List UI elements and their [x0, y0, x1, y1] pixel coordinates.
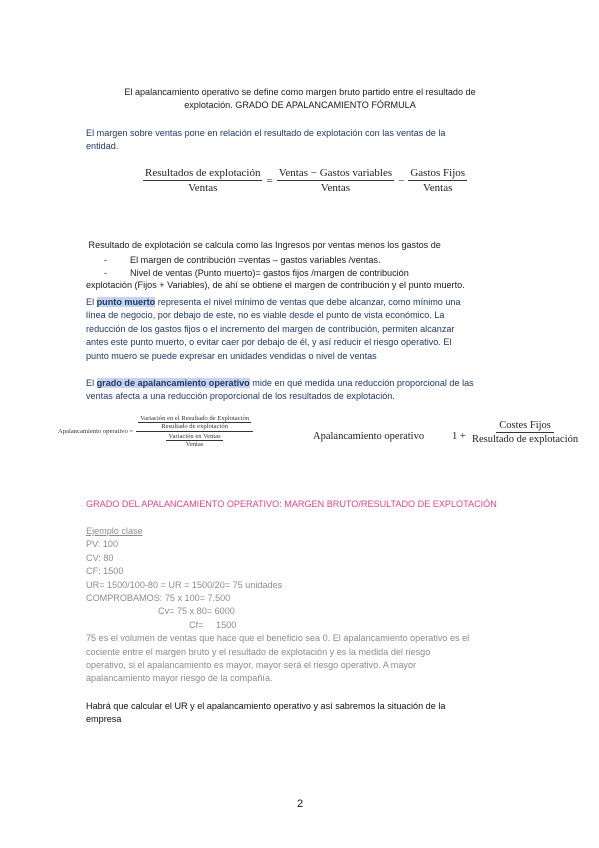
- formula1-term2-numerator: Ventas − Gastos variables: [278, 167, 393, 179]
- example-block: [86, 525, 526, 686]
- leverage-fixed-costs-denominator: Resultado de explotación: [472, 434, 579, 445]
- example-line-cf: CF: 1500: [86, 566, 124, 577]
- punto-muerto-pre: El: [86, 297, 97, 307]
- formula2-top-denominator: Resultado de explotación: [161, 423, 228, 430]
- grado-paragraph: [86, 377, 526, 404]
- punto-muerto-paragraph: [86, 296, 526, 363]
- formula1-term1: [143, 167, 262, 194]
- example-explain-line-4: apalancamiento mayor riesgo de la compañía.: [86, 673, 273, 684]
- formula1-minus: −: [398, 174, 405, 187]
- example-line-cv-check: Cv= 75 x 80= 6000: [158, 606, 235, 617]
- result-def-line-2: explotación (Fijos + Variables), de ahí se obtiene el margen de contribución y el punto muerto.: [86, 280, 465, 291]
- closing-line-2: empresa: [86, 714, 122, 725]
- leverage-fixed-costs-fraction: [469, 420, 581, 445]
- formula1-term3: [408, 167, 467, 194]
- margin-def-line-2: entidad.: [86, 141, 119, 152]
- formula2-bottom-denominator: Ventas: [185, 441, 204, 448]
- formula1-term1-numerator: Resultados de explotación: [145, 167, 261, 179]
- punto-muerto-line-3: reducción de los gastos fijos o el incremento del margen de contribución, permiten alcanzar: [86, 323, 455, 334]
- section-heading: GRADO DEL APALANCAMIENTO OPERATIVO: MARGEN BRUTO/RESULTADO DE EXPLOTACIÓN: [86, 499, 497, 509]
- intro-line-2: explotación. GRADO DE APALANCAMIENTO FÓRMULA: [184, 100, 416, 111]
- formula2-label: Apalancamiento operativo =: [58, 428, 134, 435]
- intro-line-1: El apalancamiento operativo se define como margen bruto partido entre el resultado de: [124, 87, 476, 97]
- margin-definition: [86, 127, 526, 154]
- example-line-comprobamos: COMPROBAMOS: 75 x 100= 7.500: [86, 593, 231, 604]
- formula1-term2-denominator: Ventas: [320, 182, 351, 194]
- example-explain-line-1: 75 es el volumen de ventas que hace que el beneficio sea 0. El apalancamiento operativo es el: [86, 633, 470, 644]
- example-explain-line-3: operativo, si el apalancamiento es mayor, mayor será el riesgo operativo. A mayor: [86, 660, 417, 671]
- punto-muerto-line-5: punto muero se puede expresar en unidades vendidas o nivel de ventas: [86, 350, 377, 361]
- example-line-cf-check: Cf= 1500: [189, 619, 237, 630]
- bullet-list: [104, 254, 524, 281]
- closing-paragraph: [86, 700, 526, 727]
- example-line-ur: UR= 1500/100-80 = UR = 1500/20= 75 unidades: [86, 579, 283, 590]
- leverage-label-right: Apalancamiento operativo: [313, 431, 425, 442]
- formula2-top-numerator: Variación en el Resultado de Explotación: [140, 415, 250, 422]
- formula2-top: [136, 415, 253, 432]
- formula2-main-fraction: [136, 415, 253, 448]
- punto-muerto-line-1: representa el nivel mínimo de ventas que debe alcanzar, como mínimo una: [155, 297, 461, 307]
- formula1-term3-denominator: Ventas: [423, 182, 453, 194]
- grado-line-2: ventas afecta a una reducción proporcional de los resultados de explotación.: [86, 391, 395, 402]
- grado-pre: El: [86, 378, 97, 388]
- leverage-formula-left: [58, 415, 253, 448]
- example-line-cv: CV: 80: [86, 552, 114, 563]
- grado-line-1: mide en qué medida una reducción proporcional de las: [249, 378, 474, 388]
- page-number: 2: [296, 798, 304, 810]
- bullet-margin-contribucion: - El margen de contribución =ventas – gastos variables /ventas.: [104, 254, 524, 267]
- margin-formula: [143, 167, 467, 194]
- grado-term: grado de apalancamiento operativo: [96, 378, 250, 388]
- punto-muerto-line-2: línea de negocio, por debajo de este, no es viable desde el punto de vista económico. La: [86, 310, 445, 321]
- leverage-one-plus: 1 +: [452, 431, 466, 442]
- example-title: Ejemplo clase: [86, 526, 143, 536]
- formula2-bottom: [164, 432, 224, 448]
- formula1-term1-denominator: Ventas: [188, 182, 218, 194]
- formula2-bottom-numerator: Variación en Ventas: [168, 433, 221, 440]
- punto-muerto-term: punto muerto: [96, 297, 156, 307]
- formula1-term3-numerator: Gastos Fijos: [410, 167, 466, 179]
- intro-paragraph: [80, 86, 520, 113]
- margin-def-line-1: El margen sobre ventas pone en relación el resultado de explotación con las ventas de la: [86, 128, 446, 138]
- example-explain-line-2: cociente entre el margen bruto y el resultado de explotación y es la medida del riesgo: [86, 646, 431, 657]
- leverage-fixed-costs-numerator: Costes Fijos: [496, 420, 554, 433]
- example-line-pv: PV: 100: [86, 539, 119, 550]
- formula1-equals: =: [266, 174, 273, 187]
- closing-line-1: Habrá que calcular el UR y el apalancamiento operativo y así sabremos la situación de la: [86, 701, 446, 711]
- bullet-punto-muerto: - Nivel de ventas (Punto muerto)= gastos fijos /margen de contribución: [104, 267, 524, 280]
- punto-muerto-line-4: antes este punto muerto, o evitar caer por debajo de él, y así reducir el riesgo operativo. El: [86, 337, 452, 348]
- formula1-term2: [277, 167, 394, 194]
- result-def-line-1: Resultado de explotación se calcula como las Ingresos por ventas menos los gastos de: [86, 239, 441, 250]
